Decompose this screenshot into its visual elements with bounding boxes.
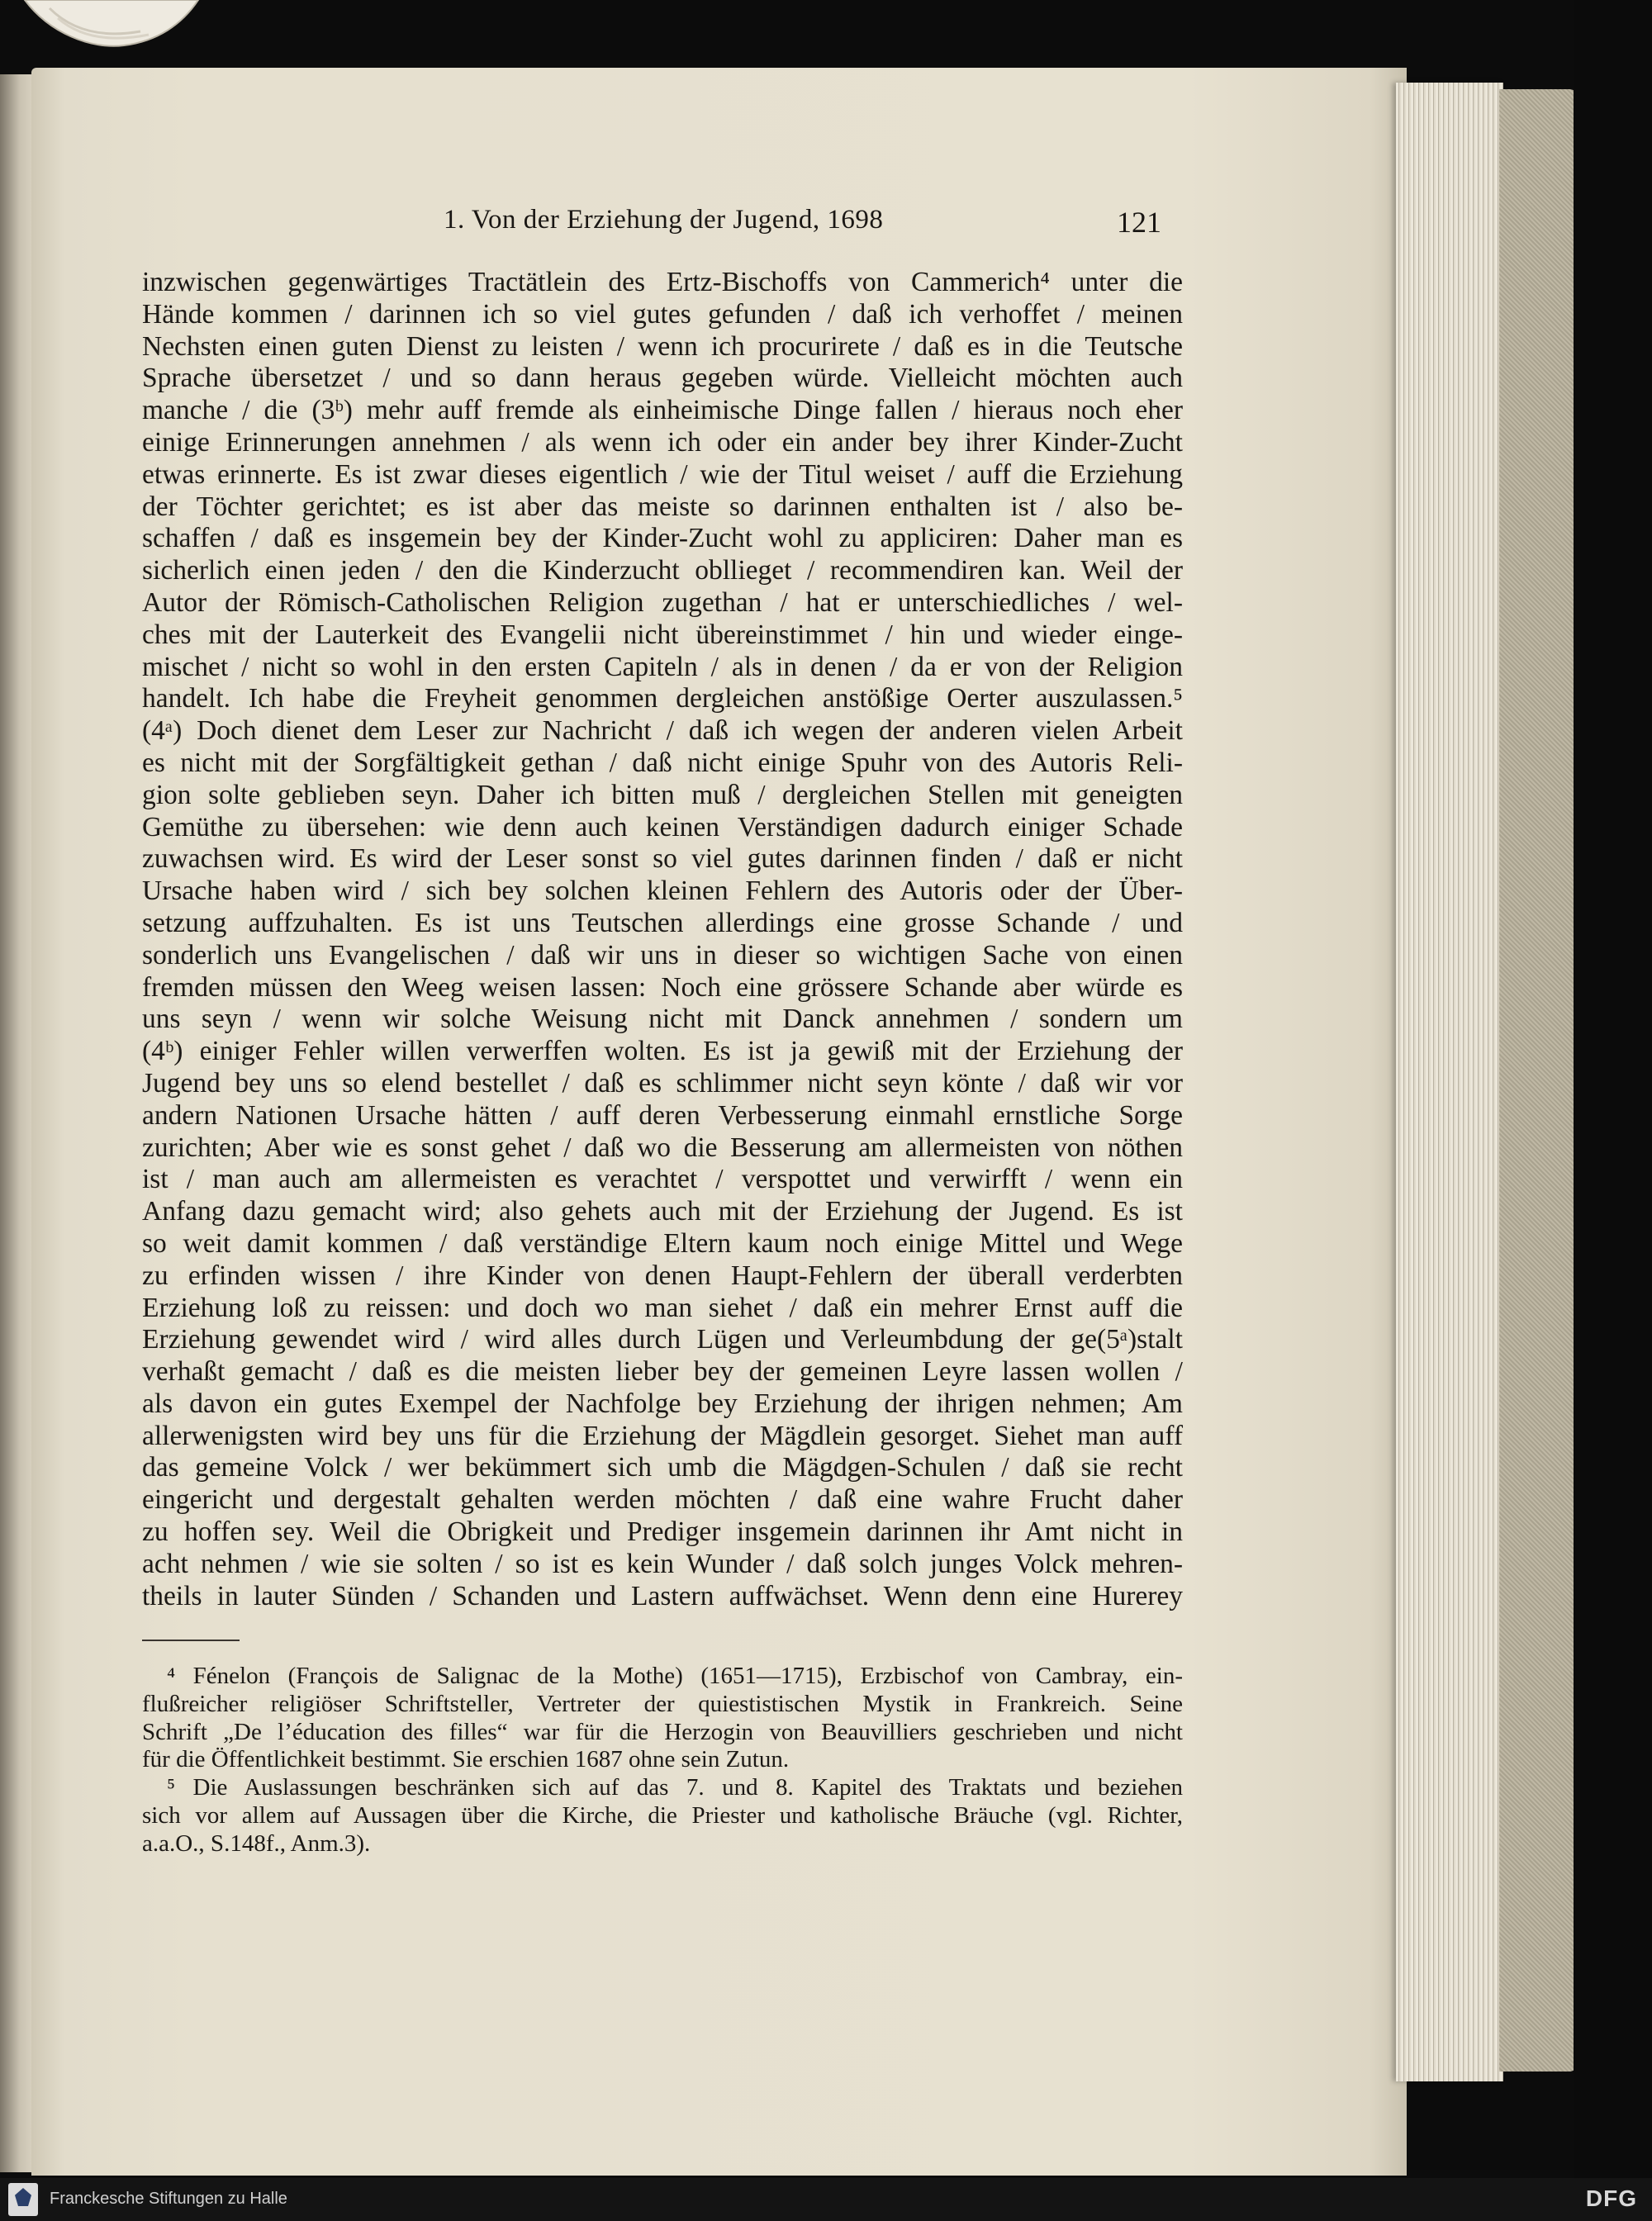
body-line: Ursache haben wird / sich bey solchen kleinen Fehlern des Autoris oder der Über- bbox=[142, 876, 1183, 907]
body-line: allerwenigsten wird bey uns für die Erziehung der Mägdlein gesorget. Siehet man auff bbox=[142, 1420, 1183, 1451]
body-line: einige Erinnerungen annehmen / als wenn ich oder ein ander bey ihrer Kinder-Zucht bbox=[142, 426, 1183, 458]
institution-name: Franckesche Stiftungen zu Halle bbox=[50, 2190, 287, 2208]
body-line: Hände kommen / darinnen ich so viel gutes gefunden / daß ich verhoffet / meinen bbox=[142, 298, 1183, 330]
body-line: Erziehung loß zu reissen: und doch wo man siehet / daß ein mehrer Ernst auff die bbox=[142, 1292, 1183, 1323]
body-line: setzung auffzuhalten. Es ist uns Teutschen allerdings eine grosse Schande / und bbox=[142, 907, 1183, 938]
body-line: handelt. Ich habe die Freyheit genommen dergleichen anstößige Oerter auszulassen.⁵ bbox=[142, 683, 1183, 714]
body-line: als davon ein gutes Exempel der Nachfolge bey Erziehung der ihrigen nehmen; Am bbox=[142, 1388, 1183, 1419]
body-line: sicherlich einen jeden / den die Kinderzucht obllieget / recommendiren kan. Weil der bbox=[142, 555, 1183, 586]
book-cover-cloth bbox=[1499, 89, 1578, 2072]
body-line: zu erfinden wissen / ihre Kinder von denen Haupt-Fehlern der überall verderbten bbox=[142, 1260, 1183, 1291]
footnote-line: ⁵ Die Auslassungen beschränken sich auf das 7. und 8. Kapitel des Traktats und beziehen bbox=[167, 1774, 1183, 1801]
bookmark-ribbon bbox=[0, 0, 215, 116]
body-line: andern Nationen Ursache hätten / auff deren Verbesserung einmahl ernstliche Sorge bbox=[142, 1099, 1183, 1131]
footnotes bbox=[142, 1663, 1183, 1858]
body-line: Autor der Römisch-Catholischen Religion zugethan / hat er unterschiedliches / wel- bbox=[142, 586, 1183, 618]
dfg-logo: DFG bbox=[1585, 2185, 1637, 2211]
footnote-line: Schrift „De l’éducation des filles“ war für die Herzogin von Beauvilliers geschrieben und nicht bbox=[142, 1718, 1183, 1745]
body-line: schaffen / daß es insgemein bey der Kinder-Zucht wohl zu appliciren: Daher man es bbox=[142, 523, 1183, 554]
body-line: ches mit der Lauterkeit des Evangelii nicht übereinstimmet / hin und wieder einge- bbox=[142, 619, 1183, 650]
footnote-line: ⁴ Fénelon (François de Salignac de la Mothe) (1651—1715), Erzbischof von Cambray, ein- bbox=[167, 1663, 1183, 1689]
body-line: (4ᵃ) Doch dienet dem Leser zur Nachricht / daß ich wegen der anderen vielen Arbeit bbox=[142, 715, 1183, 747]
body-line: eingericht und dergestalt gehalten werden möchten / daß eine wahre Frucht daher bbox=[142, 1484, 1183, 1516]
body-line: Gemüthe zu übersehen: wie denn auch keinen Verständigen dadurch einiger Schade bbox=[142, 811, 1183, 842]
footnote-line: a.a.O., S.148f., Anm.3). bbox=[142, 1829, 371, 1857]
body-line: es nicht mit der Sorgfältigkeit gethan / daß nicht einige Spuhr von des Autoris Reli- bbox=[142, 747, 1183, 778]
body-text bbox=[142, 267, 1183, 1612]
left-page-edge bbox=[0, 74, 33, 2172]
body-line: fremden müssen den Weeg weisen lassen: Noch eine grössere Schande aber würde es bbox=[142, 971, 1183, 1003]
page-number: 121 bbox=[1117, 206, 1161, 239]
footnote-rule bbox=[142, 1640, 240, 1641]
footnote-line: flußreicher religiöser Schriftsteller, Vertreter der quiestistischen Mystik in Frankreich. Seine bbox=[142, 1690, 1183, 1717]
body-line: sonderlich uns Evangelischen / daß wir uns in dieser so wichtigen Sache von einen bbox=[142, 939, 1183, 971]
body-line: Erziehung gewendet wird / wird alles durch Lügen und Verleumbdung der ge(5ᵃ)stalt bbox=[142, 1324, 1183, 1355]
body-line: verhaßt gemacht / daß es die meisten lieber bey der gemeinen Leyre lassen wollen / bbox=[142, 1356, 1183, 1388]
body-line: Nechsten einen guten Dienst zu leisten / wenn ich procurirete / daß es in die Teutsche bbox=[142, 330, 1183, 362]
institution-logo-icon bbox=[8, 2183, 38, 2216]
body-line: uns seyn / wenn wir solche Weisung nicht mit Danck annehmen / sondern um bbox=[142, 1004, 1183, 1035]
body-line: theils in lauter Sünden / Schanden und Lastern auffwächset. Wenn denn eine Hurerey bbox=[142, 1580, 1183, 1611]
body-line: mischet / nicht so wohl in den ersten Capiteln / als in denen / da er von der Religion bbox=[142, 651, 1183, 682]
body-line: so weit damit kommen / daß verständige Eltern kaum noch einige Mittel und Wege bbox=[142, 1227, 1183, 1259]
body-line: Anfang dazu gemacht wird; also gehets auch mit der Erziehung der Jugend. Es ist bbox=[142, 1196, 1183, 1227]
running-head: 1. Von der Erziehung der Jugend, 1698 bbox=[444, 205, 884, 235]
body-line: manche / die (3ᵇ) mehr auff fremde als einheimische Dinge fallen / hieraus noch eher bbox=[142, 395, 1183, 426]
body-line: der Töchter gerichtet; es ist aber das meiste so darinnen enthalten ist / also be- bbox=[142, 491, 1183, 522]
footnote-line: sich vor allem auf Aussagen über die Kirche, die Priester und katholische Bräuche (vgl. Richter, bbox=[142, 1801, 1183, 1829]
body-line: ist / man auch am allermeisten es verachtet / verspottet und verwirfft / wenn ein bbox=[142, 1164, 1183, 1195]
body-line: (4ᵇ) einiger Fehler willen verwerffen wolten. Es ist ja gewiß mit der Erziehung der bbox=[142, 1036, 1183, 1067]
viewer-footer-bar bbox=[0, 2178, 1652, 2221]
body-line: acht nehmen / wie sie solten / so ist es kein Wunder / daß solch junges Volck mehren- bbox=[142, 1548, 1183, 1579]
page-block-edges bbox=[1396, 83, 1503, 2081]
body-line: inzwischen gegenwärtiges Tractätlein des Ertz-Bischoffs von Cammerich⁴ unter die bbox=[142, 267, 1183, 297]
body-line: gion solte geblieben seyn. Daher ich bitten muß / dergleichen Stellen mit geneigten bbox=[142, 779, 1183, 810]
background-dark bbox=[1574, 0, 1652, 2178]
body-line: zu hoffen sey. Weil die Obrigkeit und Prediger insgemein darinnen ihr Amt nicht in bbox=[142, 1516, 1183, 1548]
body-line: Sprache übersetzet / und so dann heraus gegeben würde. Vielleicht möchten auch bbox=[142, 363, 1183, 394]
body-line: das gemeine Volck / wer bekümmert sich umb die Mägdgen-Schulen / daß sie recht bbox=[142, 1452, 1183, 1483]
body-line: etwas erinnerte. Es ist zwar dieses eigentlich / wie der Titul weiset / auff die Erziehung bbox=[142, 458, 1183, 490]
footnote-line: für die Öffentlichkeit bestimmt. Sie erschien 1687 ohne sein Zutun. bbox=[142, 1746, 790, 1773]
body-line: Jugend bey uns so elend bestellet / daß es schlimmer nicht seyn könte / daß wir vor bbox=[142, 1067, 1183, 1099]
body-line: zurichten; Aber wie es sonst gehet / daß wo die Besserung am allermeisten von nöthen bbox=[142, 1132, 1183, 1163]
body-line: zuwachsen wird. Es wird der Leser sonst so viel gutes darinnen finden / daß er nicht bbox=[142, 843, 1183, 875]
